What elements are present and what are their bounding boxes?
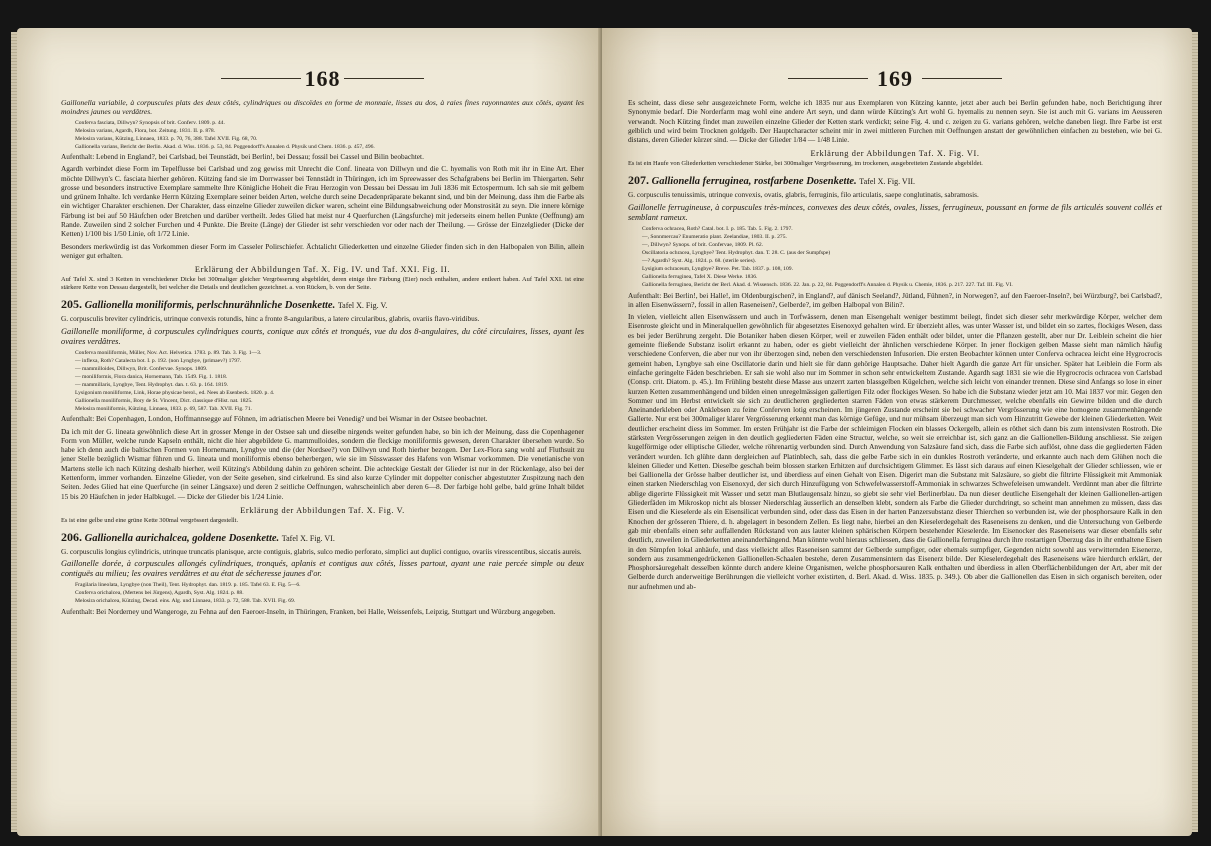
synonym-line: Conferva ochracea, Roth? Catal. bot. I. p. 185. Tab. 5. Fig. 2. 1797. (642, 225, 793, 232)
synonym-line: Conferva moniliformis, Müller, Nov. Act. Helvetica. 1783. p. 89. Tab. 3. Fig. 1—3. (75, 349, 262, 356)
section-number: 207. (628, 173, 649, 188)
section-heading-206 (61, 531, 584, 545)
section-title: Gallionella aurichalcea, goldene Dosenkette. (84, 532, 280, 544)
habitat-paragraph: Aufenthalt: Lebend in England?, bei Carlsbad, bei Teunstädt, bei Berlin!, bei Dessau; fossil bei Cassel und Bilin beobachtet. (61, 151, 424, 161)
section-number: 206. (61, 529, 82, 544)
section-figure-ref: Tafel X. Fig. VI. (281, 533, 335, 543)
synonym-line: Fragilaria lineolata, Lyngbye (non Theil), Tent. Hydrophyt. dan. 1819. p. 185. Tafel 63. E. Fig. 5—6. (75, 582, 301, 589)
figure-caption: Erklärung der Abbildungen Taf. X. Fig. V. (240, 505, 405, 515)
figure-caption-text: Es ist ein Haufe von Gliederketten verschiedener Stärke, bei 300maliger Vergrösserung, im trockenen, ausgebreiteten Zustande abgebildet. (628, 160, 983, 168)
synonym-line: Conferva fasciata, Dillwyn? Synopsis of brit. Conferv. 1809. p. 44. (75, 119, 225, 126)
synonym-line: — inflexa, Roth? Catalecta bot. I. p. 192. (non Lyngbye, (primaev?) 1797. (75, 357, 242, 364)
latin-diagnosis: G. corpusculis longius cylindricis, utrinque truncatis planisque, arcte contiguis, glabris, sulco medio perforato, simplici aut duplici contiguo, ovariis viresscentibus, siccatis aureis. (61, 546, 582, 556)
french-diagnosis: Gaillonelle moniliforme, à corpuscules cylindriques courts, conique aux côtés et tronqués, vue du dos 8-angulaires, du côté circulaires, lisses, ayant les ovaires verdâtres. (61, 326, 584, 346)
synonym-line: Oscillatoria ochracea, Lyngbye? Tent. Hydrophyt. dan. T. 28. C. (aus der Sumpfspe) (642, 250, 831, 257)
synonym-line: — mammilloides, Dillwyn, Brit. Confervae. Synops. 1809. (75, 365, 208, 372)
habitat-paragraph: Aufenthalt: Bei Copenhagen, London, Hoffmannsegge auf Föhnen, im adriatischen Meere bei Venedig? und bei Wismar in der Ostsee beobachtet. (61, 414, 488, 424)
synonym-line: Lysigonium moniliforme, Link, Horae physicae berol., ed. Nees ab Esenbeck. 1820. p. 4. (75, 390, 275, 396)
right-page (602, 28, 1192, 836)
section-heading-205 (61, 298, 584, 312)
synonym-line: —? Agardh? Syst. Alg. 1824. p. 68. (sterile series). (642, 258, 757, 265)
french-diagnosis: Gaillonelle dorée, à corpuscules allongés cylindriques, tronqués, aplanis et contigus aux côtés, lisses partout, ayant une raie percée simple ou deux contiguës au milieu; les ovaires verdâtres et au état de sécheresse jaunes d'or. (61, 559, 584, 579)
synonym-line: Gallionella varians, Bericht der Berlin. Akad. d. Wiss. 1836. p. 53, 84. Poggendorff's Annalen d. Physik und Chem. 1836. p. 457, 496. (75, 143, 375, 150)
latin-diagnosis: G. corpusculis tenuissimis, utrinque convexis, ovatis, glabris, ferruginis, filo articulatis, saepe conglutinatis, sabramosis. (628, 190, 979, 200)
synonym-line: Conferva orichalcea, (Mertens bei Jürgens), Agardh, Syst. Alg. 1824. p. 88. (75, 590, 244, 597)
synonym-line: Gallionella ferruginea, Bericht der Berl. Akad. d. Wissensch. 1836. 22. Jan. p. 22, 84. Poggendorff's Annalen d. Physik u. Chemie, 1836. p. 217. 227. Taf. III. Fig. VI. (642, 282, 1013, 289)
habitat-paragraph: Aufenthalt: Bei Berlin!, bei Halle!, im Oldenburgischen?, in England?, auf dänisch Seeland?, Jütland, Fühnen?, in Norwegen?, auf den Faeroer-Inseln?, bei Würzburg?, bei Carlsbad?, in allen Eisenwässern?, fossil in allen Raseneisen?, Gelberde?, im gelben Halbopal von Bilin?. (628, 290, 1162, 309)
body-paragraph: Es scheint, dass diese sehr ausgezeichnete Form, welche ich 1835 nur aus Exemplaren von Kützing kannte, jetzt aber auch bei Berlin gefunden habe, noch Berichtigung ihrer Synonymie bedarf. Die Norderfarm mag wohl eine andere Art seyn, und dann würde Kützing's Art wohl G. hyemalis zu nennen seyn. Sie ist auch mit G. varians im Aeusseren verwandt. Noch Kützing findet man zuweilen einzelne Glieder der Ketten stark verdickt; seine Fig. 4. und c. zeigen zu G. varians gehören, welche daneben liegt. Ihre Farbe ist erst gelblich und wird beim Trocknen goldgelb. Der Hauptcharacter scheint mir in zwei mittleren Furchen mit Oeffnungen anstatt der gewöhnlichen einfachen zu bestehen, wie bei G. distans, deren Glieder kürzer sind. — Dicke der Glieder 1/84 — 1/48 Linie. (628, 98, 1162, 145)
figure-caption: Erklärung der Abbildungen Taf. X. Fig. VI. (810, 149, 980, 159)
synonym-line: Melosira varians, Kützing, Linnaea, 1833. p. 70, 76, 388. Tafel XVII. Fig. 68, 70. (75, 135, 258, 142)
body-paragraph: Besonders merkwürdig ist das Vorkommen dieser Form im Casseler Polirschiefer. Ächtalicht Gliederketten und einzelne Glieder finden sich in den Halbopalen von Bilin, allein weniger gut erhalten. (61, 241, 584, 260)
section-figure-ref: Tafel X. Fig. VII. (859, 177, 916, 187)
french-diagnosis: Gaillonelle ferrugineuse, à corpuscules très-minces, convexes des deux côtés, ovales, lisses, ferrugineux, poussant en forme de fils articulés souvent collés et semblant rameux. (628, 202, 1162, 222)
synonym-line: Melosira moniliformis, Kützing, Linnaea, 1833. p. 69, 587. Tab. XVII. Fig. 71. (75, 406, 252, 413)
synonym-line: Melosira varians, Agardh, Flora, bot. Zeitung. 1831. II. p. 878. (75, 127, 216, 134)
section-heading-207 (628, 174, 1162, 188)
synonym-line: Gallionella moniliformis, Bory de St. Vincent, Dict. classique d'Hist. nat. 1825. (75, 398, 253, 405)
section-title: Gallionella moniliformis, perlschnurähnliche Dosenkette. (84, 300, 336, 312)
synonym-line: Melosira orichalcea, Kützing, Decad. eins. Alg. und Linnaea, 1833. p. 72, 588. Tab. XVII. Fig. 69. (75, 598, 296, 605)
species-description: Gaillonella variabile, à corpuscules plats des deux côtés, cylindriques ou discoïdes en forme de monnaie, lisses au dos, à raies fines rayonnantes aux côtés, ayant les moindres jaunes ou verdâtres. (61, 98, 584, 117)
synonym-line: Lysigium ochraceum, Lyngbye? Breve. Pet. Tab. 1837. p. 108, 109. (642, 266, 793, 273)
page-number: 168 (61, 66, 584, 92)
synonym-line: —, Sonnmercau? Enumeratio plant. Zeelandiae, 1803. II. p. 275. (642, 233, 787, 240)
figure-caption-text: Auf Tafel X. sind 3 Ketten in verschiedener Dicke bei 300maliger gleicher Vergrösserung abgebildet, deren einige ihre Färbung (Eier) noch enthalten, andere entleert haben. Auf Tafel XXI. ist eine stärkere Kette von Dessau dargestellt, bei welcher die Details und deutlichen gezeichnet. a. von Rücken, b. von der Seite. (61, 276, 584, 292)
right-page-edge (1192, 32, 1198, 832)
section-number: 205. (61, 297, 82, 312)
figure-caption: Erklärung der Abbildungen Taf. X. Fig. IV. und Taf. XXI. Fig. II. (194, 265, 451, 275)
synonym-line: — mammillaris, Lyngbye, Tent. Hydrophyt. dan. t. 63. p. 164. 1819. (75, 381, 229, 388)
section-figure-ref: Tafel X. Fig. V. (337, 301, 388, 311)
figure-caption-text: Es ist eine gelbe und eine grüne Kette 300mal vergrössert dargestellt. (61, 516, 239, 524)
body-paragraph: Agardh verbindet diese Form im Tepelflusse bei Carlsbad und zog gewiss mit Unrecht die Conf. lineata von Dillwyn und die C. hyemalis von Roth mit ihr in Eine Art. Eher möchte Dillwyn's C. fasciata hierher gehören. Kützing fand sie im Dorrwasser bei Tennstädt in Thüringen, ich im Spreewasser des Schafgrabens bei Berlin im Thiergarten. Sehr grosse und besonders instructive Exemplare sammelte Ihre Königliche Hoheit die Frau Herzogin von Dessau bei Dessau im Juli 1836 mit Ectospermum. Ich sah sie mit gelbem und grünem Inhalte. Ich verdanke Herrn Kützing Exemplare seiner beiden Arten, welche durch seine Decadenpräparate bekannt sind, und bin der Meinung, dass ihm die Farbe als ein wichtiger Charakter erschienen. Der Charakter, dass einzelne Glieder zuweilen dicker waren, scheint eine Bildungsabweichung oder Monstrosität zu seyn. Die innere körnige Färbung ist bei auf 50 Häufchen oder Bretchen und darüber vertheilt. Jedes Glied hat meist nur 4 Querfurchen (Längsfurche) mit jederseits einem hellen Punkte (Oeffnung) am Rande. Zuweilen sind 2 solcher Furchen und 4 Punkte. Die Breite (Länge) der Glieder ist sehr verschieden vor oder nach der Theilung. — Grösse der Einzelglieder (Dicke der Ketten) 1/100 bis 1/50 Linie, oft 1/72 Linie. (61, 164, 584, 239)
page-number: 169 (628, 66, 1162, 92)
body-paragraph: Da ich mit der G. lineata gewöhnlich diese Art in grosser Menge in der Ostsee sah und dieselbe nirgends weiter gefunden habe, so bin ich der Meinung, dass die Copenhagener Form von Müller, welche runde Kapseln enthält, nicht die hier abgebildete G. mammulloides, sondern die fleckige moniliformis gewesen, deren Charakter übersehen wurde. So habe ich denn auch die baltischen Formen von Hornemann, Lyngbye und die (der Nordsee?) von Dillwyn und Roth hierher bezogen. Der Lex-Flora sang wohl auf Fluthsuit zu jener Stelle bezüglich Wismar führen und G. lineata und moniliformis ebenso beherbergen, wie sie im Süsswasser des Hafens von Wismar vorkommen. Die venetianische von Martens stelle ich nach Kützing deshalb hierher, weil Kützing's Abbildung dahin zu gehören scheint. Die achteckige Gestalt der Glieder ist nur in der Rückenlage, also bei der Kettenform, immer vorhanden. Einzelne Glieder, von der Seite gesehen, sind cirkelrund. Es sind also kurze Cylinder mit doppelter conischer abgestutzter Zuspitzung nach den Seiten. Jedes Glied hat eine Querfurche (in seiner Längsaxe) und deren 2 seitliche Oeffnungen, wahrscheinlich aber deren 6—8. Der farbige hohl gelbe, bald grüne Inhalt bildet 15 bis 20 Häufchen in jeder Halbkugel. — Dicke der Glieder bis 1/24 Linie. (61, 426, 584, 501)
body-paragraph: In vielen, vielleicht allen Eisenwässern und auch in Torfwässern, denen man Eisengehalt weniger bestimmt beilegt, findet sich dieser sehr merkwürdige Körper, welcher dem Eisenroste gleicht und in Mineralquellen gewöhnlich für abgesetztes Eisenoxyd gehalten wird. Er überzieht alles, was unter Wasser ist, und bildet ein so zartes, flockiges Wesen, dass es bei jeder Berührung zergeht. Die Botaniker haben diesen Körper, weil er zuweilen Fäden enthält oder bildet, unter die Pflanzen gestellt, aber nur Dr. Leiblein scheint die hier gemeinte fließende Substanz isolirt erkannt zu haben, oder es giebt vielleicht der ähnlichen verschiedene Körper. In jener flockigen gelben Masse sieht man nämlich häufig verschiedene Conferven, die aber nur von ihr überzogen sind, neben den verschiedensten Infusorien. Die ersten Beobachter können unter Conferva ochracea leicht eine Hygrocrocis gemeint haben, Lyngbye sah eine Oscillatorie darin und hielt sie für dann gehörige Hauptsache. Daher hielt Agardh die ganze Art für unsicher. Später hat Leiblein die Form als einfache geringelte Fäden beschrieben. Er sah sie wohl also nur im Sommer in schon sehr entwickeltem Zustande. Agardh sagt 1831 sie wie die Hygrocrocis ochracea von Carlsbad (Consp. crit. Diatom. p. 45.). Im Frühling besteht diese Masse aus unzerrt zarten blassgelben Kügelchen, welche sich leicht von einander trennen. Diese sind Anfangs so lose in einer kurzen Ketten zusammenhängend und bilden einen unregelmässigen gallertigen Filz oder flockiges Wesen. So habe ich die Substanz wieder jetzt am 10. Mai 1837 vor mir. Gegen den Sommer und im Herbst entwickelt sie sich zu deutlicheren gegliederten starren Fäden von etwas stärkerem Durchmesser, welche ebenfalls ein Gewirre bilden und die durch Aneinanderkleben oder Anklebsen zu feine Conferven lotig erscheinen. Im jüngeren Zustande erscheint sie bei schwacher Vergrösserung wie eine homogene zusammenhängende Gallerte. Nur erst bei 300maliger klarer Vergrösserung erkennt man das körnige Gefüge, und nur mühsam überzeugt man sich vom Hinzutritt Gewebe der kleinen Gliederketten. Weit deutlicher erscheint diess im Sommer. Im ersten Frühjahr ist die Farbe der schleimigen Flocken ein blasses Ockergelb, allein es röthet sich dann bis zum intensivsten Rostroth. Die stärksten Vergrösserungen zeigen in den deutlich gegliederten Fäden eine Structur, welche, so weit sie erreichbar ist, sich ganz an die Gallionellen-Bildung anschliesst. Sie zeigen kugelförmige oder elliptische Glieder, welche röhrenartig verbunden sind. Durch Anwendung von Salzsäure fand sich, dass die Farbe sich auflöst, ohne dass die gegliederten Fäden verändert wurden. Ich glühte dann dergleichen auf Platinblech, sah, dass die gelbe Farbe sich in ein dunkles Rostroth veränderte, und erkannte auch nach dem Glühen noch die kleinen Glieder und Ketten. Dieselbe geschah beim blossen starken Erhitzen auf durchsichtigem Glimmer. Es lässt sich daraus auf einen Kieselgehalt der Glieder schliessen, wie er bei Gallionella der Grösse halber deutlicher ist, und überdiess auf einen Gehalt von Eisen. Digerirt man die Substanz mit Salzsäure, so giebt die filtrirte Flüssigkeit mit Ammoniak einen starken Niederschlag von Eisenoxyd, der sich durch Hinzufügung von Schwefelwasserstoff-Ammoniak in schwarzes Schwefeleisen umwandelt. Verdünnt man aber die filtrirte ablige digerirte Flüssigkeit mit Wasser und setzt man Blutlaugensalz hinzu, so giebt sie sehr viel Berlinerblau. Da nun dieser deutliche Eisengehalt der kleinen Gallionellen-artigen Gliederfäden im Mikroskop nicht als blosser Niederschlag äusserlich an denselben klebt, sondern als Farbe die Glieder durchdringt, so scheint man annehmen zu müssen, dass das Eisen und die Kieselerde als ein Eisensilicat verbunden sind, oder dass das Eisen in der harten Panzersubstanz dieser Thierchen so verbunden ist, wie der phosphorsaure Kalk in den Knochen der grösseren Thiere, d. h. abgelagert in besondern Zellen. Es liegt nahe, hierbei an den Kieselerdegehalt des Raseneisens zu denken, und die Untersuchung von Gelberde gab mir ebenfalls einen sehr auffallenden Rückstand von aus lauter kleinen sphärischen Körpern bestehender Kieselerde. Im Eisenocker des Raseneisens war dieser ebenfalls sehr deutlich, zuweilen in Gliederketten aneinanderhängend. Man könnte wohl hieraus schliessen, dass die Gallionella ferruginea durch ihre rostartigen Überzug das in ihr enthaltene Eisen in den Sümpfen lokal anhäufe, und dass vielleicht alles Raseneisen sammt der Gelberde sumpfiger, oder ehemals sumpfiger, Gegenden nicht sowohl aus verwitternden Eisenerze, sondern aus zusammengedrückenen Gallionellen-Schaalen bestehe, deren Zusammensintern das Eisenerz bilde. Der Kieselerdegehalt des Raseneisens wäre hierdurch erklärt, der Phosphorsäuregehalt desselben könnte durch andere kleine Organismen, welche phosphorsauren Kalk enthalten und überdiess in allen Oberflächenbildungen der Art, aber mit der Gelberde durch anderweitige Berührungen die vielleicht vorher existirten, d. Berl. Akad. d. Wiss. 1835. p. 349.). Ob aber die Gallionellen das Eisen in sich organisch bereiten, oder nur aufnehmen und ab- (628, 312, 1162, 591)
habitat-paragraph: Aufenthalt: Bei Norderney und Wangeroge, zu Fehna auf den Faeroer-Inseln, in Thüringen, Franken, bei Halle, Weissenfels, Leipzig, Stuttgart und Würzburg angegeben. (61, 606, 556, 616)
synonym-line: —, Dillwyn? Synops. of brit. Confervae, 1809. Pl. 62. (642, 241, 764, 248)
latin-diagnosis: G. corpusculis breviter cylindricis, utrinque convexis rotundis, hinc a fronte 8-angularibus, a latere circularibus, glabris, ovariis flavo-viridibus. (61, 314, 480, 324)
section-title: Gallionella ferruginea, rostfarbene Dosenkette. (651, 176, 857, 188)
left-page (17, 28, 602, 836)
synonym-line: Gallionella ferruginea, Tafel X. Diese Werke. 1836. (642, 274, 758, 281)
synonym-line: — moniliformis, Flora danica, Hornemann, Tab. 1549. Fig. 1. 1818. (75, 373, 228, 380)
